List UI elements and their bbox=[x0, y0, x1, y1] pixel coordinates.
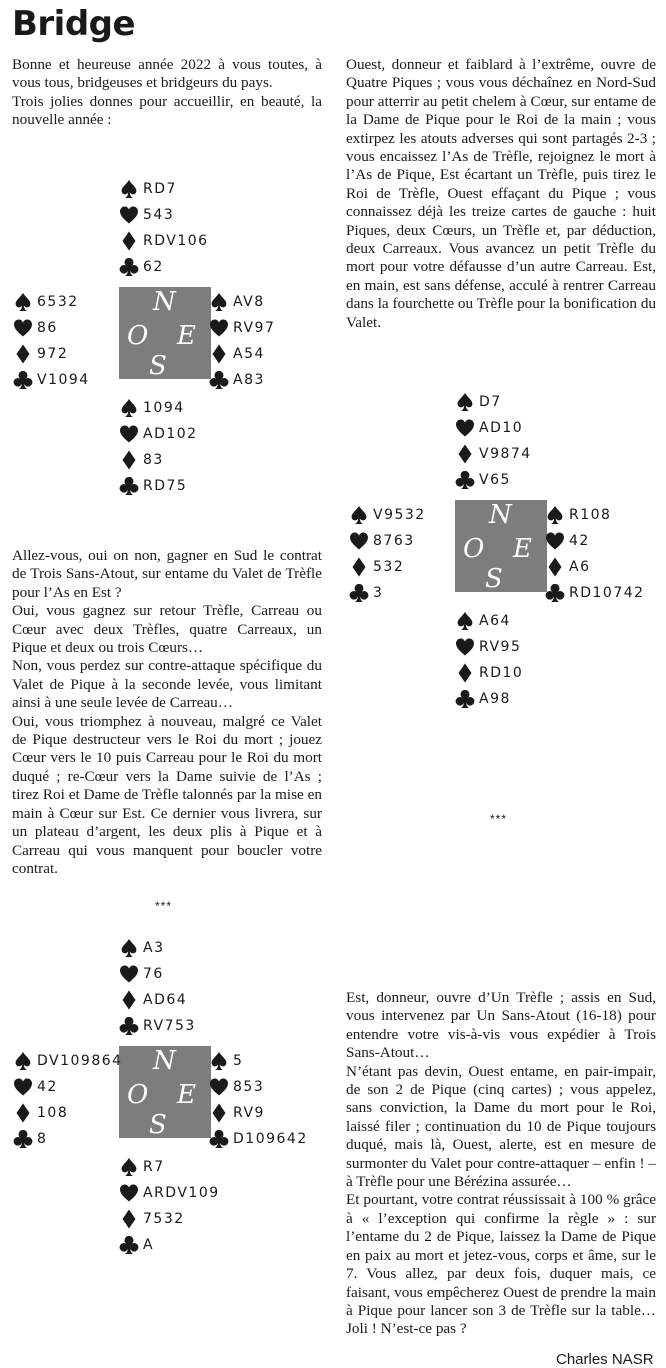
cards: 6532 bbox=[37, 294, 79, 310]
cards: 83 bbox=[143, 452, 164, 468]
diamond-icon bbox=[119, 231, 139, 251]
cards: AD64 bbox=[143, 992, 188, 1008]
suit-row bbox=[545, 580, 645, 606]
suit-row bbox=[119, 1154, 220, 1180]
cards: 8763 bbox=[373, 533, 415, 549]
paragraph: Oui, vous gagnez sur retour Trèfle, Carreau ou Cœur avec deux Trèfles, quatre Carreaux, un Pique et deux ou trois Cœurs… bbox=[12, 602, 322, 657]
cards: AD102 bbox=[143, 426, 198, 442]
suit-row bbox=[119, 1013, 196, 1039]
heart-icon bbox=[119, 424, 139, 444]
east-hand bbox=[545, 502, 645, 606]
cards: 42 bbox=[569, 533, 590, 549]
cards: RD75 bbox=[143, 478, 188, 494]
diamond-icon bbox=[13, 1103, 33, 1123]
diamond-icon bbox=[119, 450, 139, 470]
cards: RDV106 bbox=[143, 233, 209, 249]
suit-row bbox=[209, 315, 275, 341]
suit-row bbox=[349, 502, 426, 528]
compass-s: S bbox=[149, 351, 167, 381]
club-icon bbox=[545, 583, 565, 603]
south-hand bbox=[119, 395, 198, 499]
diamond-icon bbox=[13, 344, 33, 364]
cards: V65 bbox=[479, 472, 511, 488]
bridge-table-compass bbox=[119, 1046, 211, 1138]
suit-row bbox=[209, 289, 275, 315]
cards: A83 bbox=[233, 372, 265, 388]
suit-row bbox=[13, 289, 90, 315]
cards: V9532 bbox=[373, 507, 426, 523]
suit-row bbox=[455, 389, 532, 415]
club-icon bbox=[209, 1129, 229, 1149]
cards: 42 bbox=[37, 1079, 58, 1095]
cards: 3 bbox=[373, 585, 384, 601]
compass-n: N bbox=[489, 500, 512, 530]
heart-icon bbox=[545, 531, 565, 551]
cards: RD10 bbox=[479, 665, 524, 681]
heart-icon bbox=[455, 418, 475, 438]
spade-icon bbox=[349, 505, 369, 525]
compass-n: N bbox=[153, 1046, 176, 1076]
spade-icon bbox=[13, 1051, 33, 1071]
deal3-commentary bbox=[346, 989, 656, 1339]
cards: 7532 bbox=[143, 1211, 185, 1227]
compass-n: N bbox=[153, 287, 176, 317]
north-hand bbox=[455, 389, 532, 493]
paragraph: Est, donneur, ouvre d’Un Trèfle ; assis en Sud, vous intervenez par Un Sans-Atout (16-18) pour entendre votre vis-à-vis vous expédier à Trois Sans-Atout… bbox=[346, 989, 656, 1062]
cards: RD7 bbox=[143, 181, 177, 197]
club-icon bbox=[119, 476, 139, 496]
intro-text bbox=[12, 56, 322, 130]
cards: 532 bbox=[373, 559, 405, 575]
spade-icon bbox=[119, 179, 139, 199]
club-icon bbox=[209, 370, 229, 390]
bridge-table-compass bbox=[455, 500, 547, 592]
suit-row bbox=[349, 528, 426, 554]
club-icon bbox=[13, 1129, 33, 1149]
heart-icon bbox=[455, 637, 475, 657]
suit-row bbox=[455, 467, 532, 493]
cards: 543 bbox=[143, 207, 175, 223]
suit-row bbox=[455, 660, 523, 686]
heart-icon bbox=[119, 1183, 139, 1203]
suit-row bbox=[119, 228, 209, 254]
south-hand bbox=[455, 608, 523, 712]
suit-row bbox=[119, 987, 196, 1013]
suit-row bbox=[119, 395, 198, 421]
deal1-commentary bbox=[12, 547, 322, 878]
suit-row bbox=[349, 580, 426, 606]
spade-icon bbox=[119, 1157, 139, 1177]
diamond-icon bbox=[119, 990, 139, 1010]
cards: DV109864 bbox=[37, 1053, 123, 1069]
cards: 972 bbox=[37, 346, 69, 362]
north-hand bbox=[119, 935, 196, 1039]
diamond-icon bbox=[455, 444, 475, 464]
heart-icon bbox=[349, 531, 369, 551]
separator: *** bbox=[155, 899, 173, 913]
west-hand bbox=[13, 289, 90, 393]
suit-row bbox=[545, 528, 645, 554]
compass-s: S bbox=[485, 564, 503, 594]
north-hand bbox=[119, 176, 209, 280]
cards: 853 bbox=[233, 1079, 265, 1095]
diamond-icon bbox=[209, 1103, 229, 1123]
cards: RV9 bbox=[233, 1105, 265, 1121]
suit-row bbox=[455, 686, 523, 712]
suit-row bbox=[455, 441, 532, 467]
cards: A bbox=[143, 1237, 155, 1253]
club-icon bbox=[455, 470, 475, 490]
cards: RD10742 bbox=[569, 585, 645, 601]
paragraph: Allez-vous, oui on non, gagner en Sud le contrat de Trois Sans-Atout, sur entame du Valet de Trèfle pour l’As en Est ? bbox=[12, 547, 322, 601]
suit-row bbox=[209, 1048, 308, 1074]
suit-row bbox=[119, 1180, 220, 1206]
club-icon bbox=[349, 583, 369, 603]
cards: RV97 bbox=[233, 320, 276, 336]
cards: ARDV109 bbox=[143, 1185, 220, 1201]
suit-row bbox=[455, 608, 523, 634]
club-icon bbox=[455, 689, 475, 709]
suit-row bbox=[13, 1126, 123, 1152]
cards: A6 bbox=[569, 559, 591, 575]
cards: AD10 bbox=[479, 420, 524, 436]
cards: V1094 bbox=[37, 372, 90, 388]
cards: A3 bbox=[143, 940, 165, 956]
suit-row bbox=[209, 341, 275, 367]
suit-row bbox=[13, 1074, 123, 1100]
suit-row bbox=[545, 554, 645, 580]
suit-row bbox=[119, 254, 209, 280]
club-icon bbox=[119, 1235, 139, 1255]
spade-icon bbox=[13, 292, 33, 312]
spade-icon bbox=[455, 392, 475, 412]
cards: A54 bbox=[233, 346, 265, 362]
suit-row bbox=[119, 447, 198, 473]
paragraph: Bonne et heureuse année 2022 à vous toutes, à vous tous, bridgeuses et bridgeurs du pays. bbox=[12, 56, 322, 92]
separator: *** bbox=[490, 812, 508, 826]
suit-row bbox=[119, 202, 209, 228]
cards: 8 bbox=[37, 1131, 48, 1147]
diamond-icon bbox=[545, 557, 565, 577]
suit-row bbox=[13, 1048, 123, 1074]
east-hand bbox=[209, 289, 275, 393]
cards: D7 bbox=[479, 394, 502, 410]
suit-row bbox=[13, 367, 90, 393]
compass-e: E bbox=[177, 1080, 196, 1110]
cards: 76 bbox=[143, 966, 164, 982]
cards: V9874 bbox=[479, 446, 532, 462]
suit-row bbox=[119, 935, 196, 961]
diamond-icon bbox=[349, 557, 369, 577]
suit-row bbox=[455, 634, 523, 660]
compass-o: O bbox=[127, 321, 149, 351]
paragraph: Trois jolies donnes pour accueillir, en beauté, la nouvelle année : bbox=[12, 92, 322, 129]
suit-row bbox=[119, 421, 198, 447]
cards: A64 bbox=[479, 613, 511, 629]
club-icon bbox=[119, 257, 139, 277]
heart-icon bbox=[209, 318, 229, 338]
paragraph: Et pourtant, votre contrat réussissait à 100 % grâce à « l’exception qui confirme la règle » : sur l’entame du 2 de Pique, laissez la Dame de Pique en paix au mort et jetez-vous, corps et âme, sur le 7. Vous allez, par deux fois, duquer mais, ce faisant, vous empêcherez Ouest de prendre la main à Pique pour lancer son 3 de Trèfle sur la table… Joli ! N’est-ce pas ? bbox=[346, 1191, 656, 1338]
club-icon bbox=[119, 1016, 139, 1036]
diamond-icon bbox=[119, 1209, 139, 1229]
spade-icon bbox=[455, 611, 475, 631]
author-signature: Charles NASR bbox=[556, 1351, 654, 1368]
paragraph: Ouest, donneur et faiblard à l’extrême, ouvre de Quatre Piques ; vous vous déchaînez en Nord-Sud pour atterrir au petit chelem à Cœur, sur entame de la Dame de Pique pour le Roi de la main ; vous extirpez les atouts adverses qui sont partagés 2-3 ; vous encaissez l’As de Trèfle, rejoignez le mort à l’As de Pique, Est écartant un Trèfle, puis tirez le Roi de Trèfle, Ouest effaçant du Pique ; vous connaissez déjà les treize cartes de gauche : huit Piques, deux Cœurs, un Trèfle et, par déduction, deux Carreaux. Vous avancez un petit Trèfle du mort pour votre défausse d’un autre Carreau. Est, en main, est sans défense, acculé à rentrer Carreau dans la fourchette ou Trèfle pour la bonification du Valet. bbox=[346, 56, 656, 331]
suit-row bbox=[119, 1206, 220, 1232]
spade-icon bbox=[545, 505, 565, 525]
deal2-commentary bbox=[346, 56, 656, 332]
compass-o: O bbox=[463, 534, 485, 564]
suit-row bbox=[209, 1100, 308, 1126]
west-hand bbox=[13, 1048, 123, 1152]
heart-icon bbox=[209, 1077, 229, 1097]
suit-row bbox=[455, 415, 532, 441]
suit-row bbox=[13, 341, 90, 367]
heart-icon bbox=[13, 318, 33, 338]
cards: 1094 bbox=[143, 400, 185, 416]
compass-s: S bbox=[149, 1110, 167, 1140]
diamond-icon bbox=[209, 344, 229, 364]
cards: 86 bbox=[37, 320, 58, 336]
cards: AV8 bbox=[233, 294, 265, 310]
cards: 5 bbox=[233, 1053, 244, 1069]
diamond-icon bbox=[455, 663, 475, 683]
bridge-table-compass bbox=[119, 287, 211, 379]
cards: 62 bbox=[143, 259, 164, 275]
suit-row bbox=[209, 1074, 308, 1100]
cards: R108 bbox=[569, 507, 612, 523]
cards: 108 bbox=[37, 1105, 69, 1121]
suit-row bbox=[119, 473, 198, 499]
paragraph: Non, vous perdez sur contre-attaque spécifique du Valet de Pique à la seconde levée, vous limitant ainsi à une seule levée de Carreau… bbox=[12, 657, 322, 712]
west-hand bbox=[349, 502, 426, 606]
paragraph: N’étant pas devin, Ouest entame, en pair-impair, de son 2 de Pique (cinq cartes) ; vous appelez, sans conviction, la Dame du mort pour le Roi, laissé filer ; continuation du 10 de Pique toujours duqué, mais là, Ouest, alerte, est en mesure de surmonter du Valet pour contre-attaquer – enfin ! – à Trèfle pour une Bérézina assurée… bbox=[346, 1062, 656, 1191]
spade-icon bbox=[119, 938, 139, 958]
spade-icon bbox=[209, 292, 229, 312]
cards: D109642 bbox=[233, 1131, 308, 1147]
suit-row bbox=[119, 1232, 220, 1258]
spade-icon bbox=[209, 1051, 229, 1071]
suit-row bbox=[209, 1126, 308, 1152]
suit-row bbox=[545, 502, 645, 528]
cards: RV753 bbox=[143, 1018, 196, 1034]
heart-icon bbox=[13, 1077, 33, 1097]
cards: RV95 bbox=[479, 639, 522, 655]
spade-icon bbox=[119, 398, 139, 418]
cards: R7 bbox=[143, 1159, 165, 1175]
heart-icon bbox=[119, 205, 139, 225]
suit-row bbox=[349, 554, 426, 580]
suit-row bbox=[13, 315, 90, 341]
heart-icon bbox=[119, 964, 139, 984]
compass-e: E bbox=[177, 321, 196, 351]
suit-row bbox=[119, 961, 196, 987]
compass-e: E bbox=[513, 534, 532, 564]
suit-row bbox=[13, 1100, 123, 1126]
club-icon bbox=[13, 370, 33, 390]
south-hand bbox=[119, 1154, 220, 1258]
suit-row bbox=[209, 367, 275, 393]
page-title: Bridge bbox=[12, 4, 136, 44]
compass-o: O bbox=[127, 1080, 149, 1110]
suit-row bbox=[119, 176, 209, 202]
east-hand bbox=[209, 1048, 308, 1152]
paragraph: Oui, vous triomphez à nouveau, malgré ce Valet de Pique destructeur vers le Roi du mort ; jouez Cœur vers le 10 puis Carreau pour le Roi du mort duqué ; re-Cœur vers la Dame suivie de l’As ; tirez Roi et Dame de Trèfle talonnés par la mise en main à Cœur sur Est. Ce dernier vous livrera, sur un plateau d’argent, les deux plis à Pique et à Carreau qui vous manquent pour boucler votre contrat. bbox=[12, 712, 322, 877]
cards: A98 bbox=[479, 691, 511, 707]
